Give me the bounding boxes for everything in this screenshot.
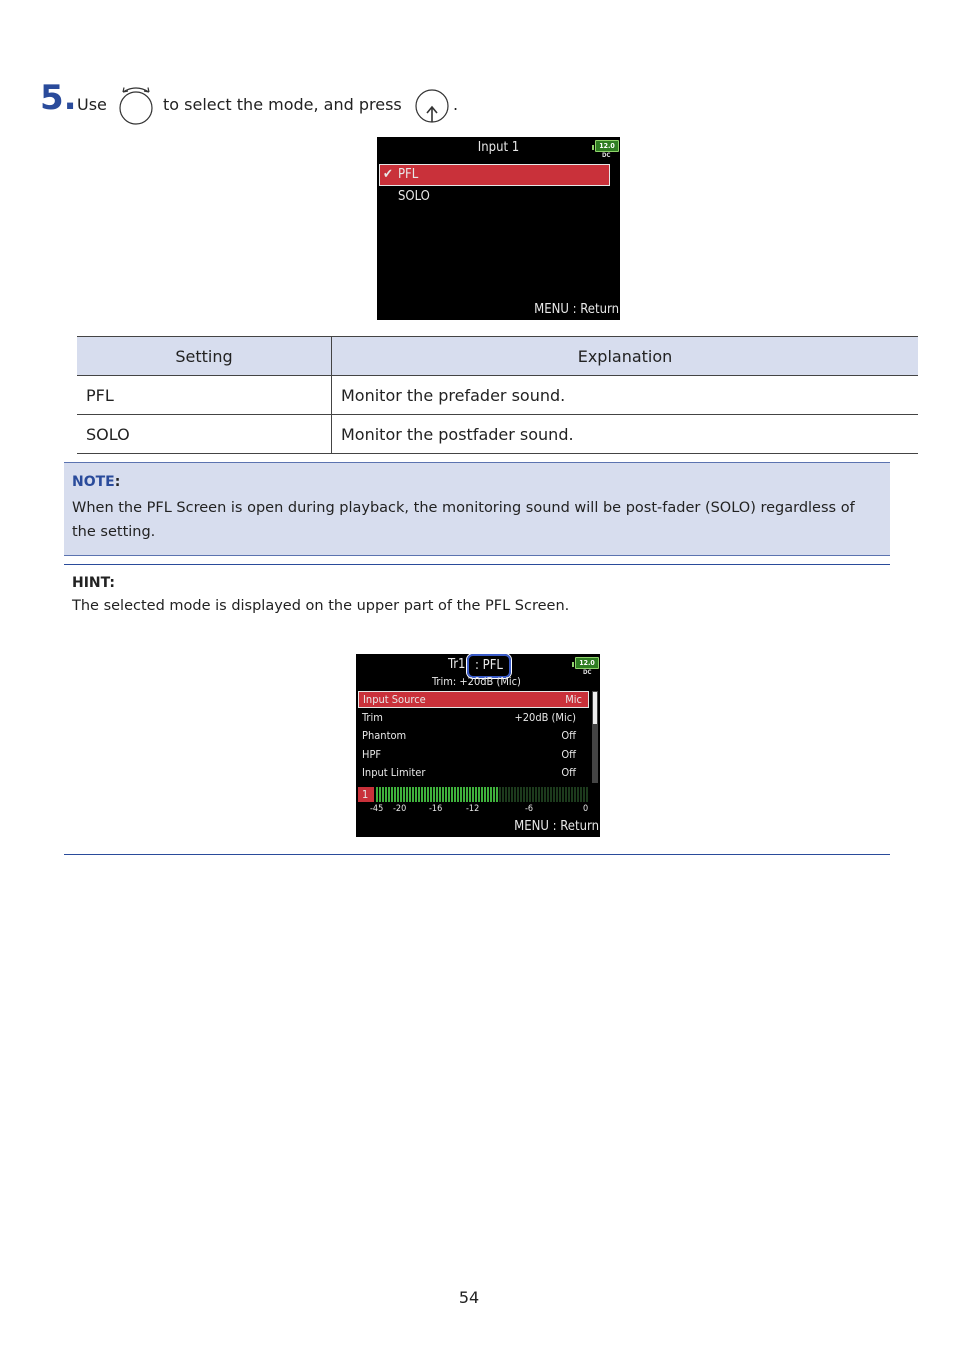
screen-title: Input 1 [477, 140, 520, 155]
meter-segment [493, 787, 495, 802]
meter-segment [469, 787, 471, 802]
row-label: HPF [362, 748, 382, 761]
meter-segment [499, 787, 501, 802]
meter-segment [571, 787, 573, 802]
meter-segment [445, 787, 447, 802]
meter-segment [466, 787, 468, 802]
meter-segment [556, 787, 558, 802]
meter-segment [421, 787, 423, 802]
screen-footer: MENU : Return [514, 819, 599, 834]
meter-segment [529, 787, 531, 802]
meter-segment [463, 787, 465, 802]
meter-segment [472, 787, 474, 802]
row-label: Phantom [362, 729, 407, 742]
meter-segment [553, 787, 555, 802]
meter-segment [538, 787, 540, 802]
dc-label: DC [602, 152, 611, 159]
meter-segment [526, 787, 528, 802]
meter-segment [550, 787, 552, 802]
meter-segment [478, 787, 480, 802]
battery-level: 12.0 [599, 142, 615, 150]
meter-segment [496, 787, 498, 802]
table-row [77, 376, 918, 415]
row-label: Input Limiter [362, 766, 426, 779]
menu-row-input-source[interactable] [358, 691, 589, 708]
row-value: Off [561, 766, 576, 779]
pfl-subtitle: Trim: +20dB (Mic) [432, 675, 521, 688]
meter-segment [544, 787, 546, 802]
screen-footer: MENU : Return [534, 302, 619, 317]
note-box [64, 462, 890, 556]
meter-segment [583, 787, 585, 802]
cell-explanation: Monitor the postfader sound. [332, 415, 919, 454]
meter-segment [535, 787, 537, 802]
meter-segment [511, 787, 513, 802]
dial-icon [115, 84, 157, 128]
meter-segment [565, 787, 567, 802]
menu-row-input-limiter[interactable] [358, 764, 590, 781]
meter-segment [481, 787, 483, 802]
hint-body: The selected mode is displayed on the upper part of the PFL Screen. [72, 598, 570, 614]
menu-row-hpf[interactable] [358, 746, 590, 763]
page-number: 54 [458, 1288, 480, 1307]
scale-label: -12 [466, 804, 480, 814]
cell-setting: PFL [77, 376, 332, 415]
dc-label: DC [583, 669, 592, 676]
table-header-row [77, 337, 918, 376]
meter-segment [520, 787, 522, 802]
meter-segment [406, 787, 408, 802]
meter-segment [433, 787, 435, 802]
meter-segment [388, 787, 390, 802]
meter-track-number: 1 [362, 788, 369, 801]
meter-segment [424, 787, 426, 802]
meter-segment [454, 787, 456, 802]
press-dial-icon [412, 86, 452, 126]
meter-segment [430, 787, 432, 802]
menu-row-trim[interactable] [358, 709, 590, 726]
table-row [77, 415, 918, 454]
header-explanation: Explanation [332, 337, 919, 376]
cell-explanation: Monitor the prefader sound. [332, 376, 919, 415]
cell-setting: SOLO [77, 415, 332, 454]
battery-nub [572, 662, 574, 667]
meter-segment [391, 787, 393, 802]
meter-segment [490, 787, 492, 802]
scrollbar-thumb[interactable] [593, 692, 597, 724]
meter-segment [409, 787, 411, 802]
meter-segment [577, 787, 579, 802]
step-text-end: . [453, 95, 459, 114]
meter-segment [382, 787, 384, 802]
battery-level: 12.0 [579, 659, 595, 667]
note-body: When the PFL Screen is open during playback, the monitoring sound will be post-fader (SOLO) regardless of the setting. [72, 500, 855, 540]
meter-segment [523, 787, 525, 802]
row-label: Input Source [363, 693, 426, 706]
meter-segment [403, 787, 405, 802]
step-text-use: Use [77, 95, 107, 114]
meter-segment [580, 787, 582, 802]
scale-label: -20 [393, 804, 407, 814]
meter-segment [460, 787, 462, 802]
meter-segment [487, 787, 489, 802]
meter-segment [475, 787, 477, 802]
meter-segment [517, 787, 519, 802]
hint-bottom-rule [64, 854, 890, 855]
pfl-screen [356, 654, 600, 837]
header-setting: Setting [77, 337, 332, 376]
meter-segment [412, 787, 414, 802]
meter-segment [547, 787, 549, 802]
note-title: NOTE: [72, 474, 121, 490]
scale-label: 0 [583, 804, 589, 814]
meter-segment [451, 787, 453, 802]
meter-segment [457, 787, 459, 802]
row-label: Trim [362, 711, 383, 724]
check-icon: ✔ [383, 167, 393, 182]
step-text-middle: to select the mode, and press [163, 95, 402, 114]
meter-segment [418, 787, 420, 802]
meter-segment [442, 787, 444, 802]
meter-segment [436, 787, 438, 802]
meter-segment [439, 787, 441, 802]
row-value: +20dB (Mic) [514, 711, 576, 724]
mode-select-screen [377, 137, 620, 320]
meter-segment [448, 787, 450, 802]
option-solo[interactable]: SOLO [398, 189, 430, 204]
battery-icon [595, 140, 619, 152]
meter-segment [427, 787, 429, 802]
meter-segment [559, 787, 561, 802]
scale-label: -16 [429, 804, 443, 814]
meter-segment [415, 787, 417, 802]
pfl-mode-indicator: : PFL [467, 654, 511, 678]
row-value: Mic [565, 693, 582, 706]
meter-segment [568, 787, 570, 802]
scale-label: -6 [525, 804, 534, 814]
meter-segment [505, 787, 507, 802]
battery-nub [592, 145, 594, 150]
scale-label: -45 [370, 804, 384, 814]
settings-table [77, 336, 918, 454]
meter-segment [574, 787, 576, 802]
meter-segment [376, 787, 378, 802]
step-number: 5. [40, 78, 77, 118]
meter-segment [541, 787, 543, 802]
meter-segment [484, 787, 486, 802]
row-value: Off [561, 729, 576, 742]
row-value: Off [561, 748, 576, 761]
meter-segment [508, 787, 510, 802]
meter-segment [532, 787, 534, 802]
hint-title: HINT: [72, 575, 116, 591]
hint-top-rule [64, 564, 890, 565]
meter-segment [400, 787, 402, 802]
pfl-track-title: Tr1 [448, 657, 466, 672]
meter-segment [586, 787, 588, 802]
meter-segment [385, 787, 387, 802]
meter-segment [379, 787, 381, 802]
menu-row-phantom[interactable] [358, 727, 590, 744]
meter-segment [502, 787, 504, 802]
option-pfl[interactable]: PFL [398, 167, 419, 182]
meter-segment [394, 787, 396, 802]
meter-segment [397, 787, 399, 802]
meter-segment [562, 787, 564, 802]
meter-segment [514, 787, 516, 802]
battery-icon [575, 657, 599, 669]
